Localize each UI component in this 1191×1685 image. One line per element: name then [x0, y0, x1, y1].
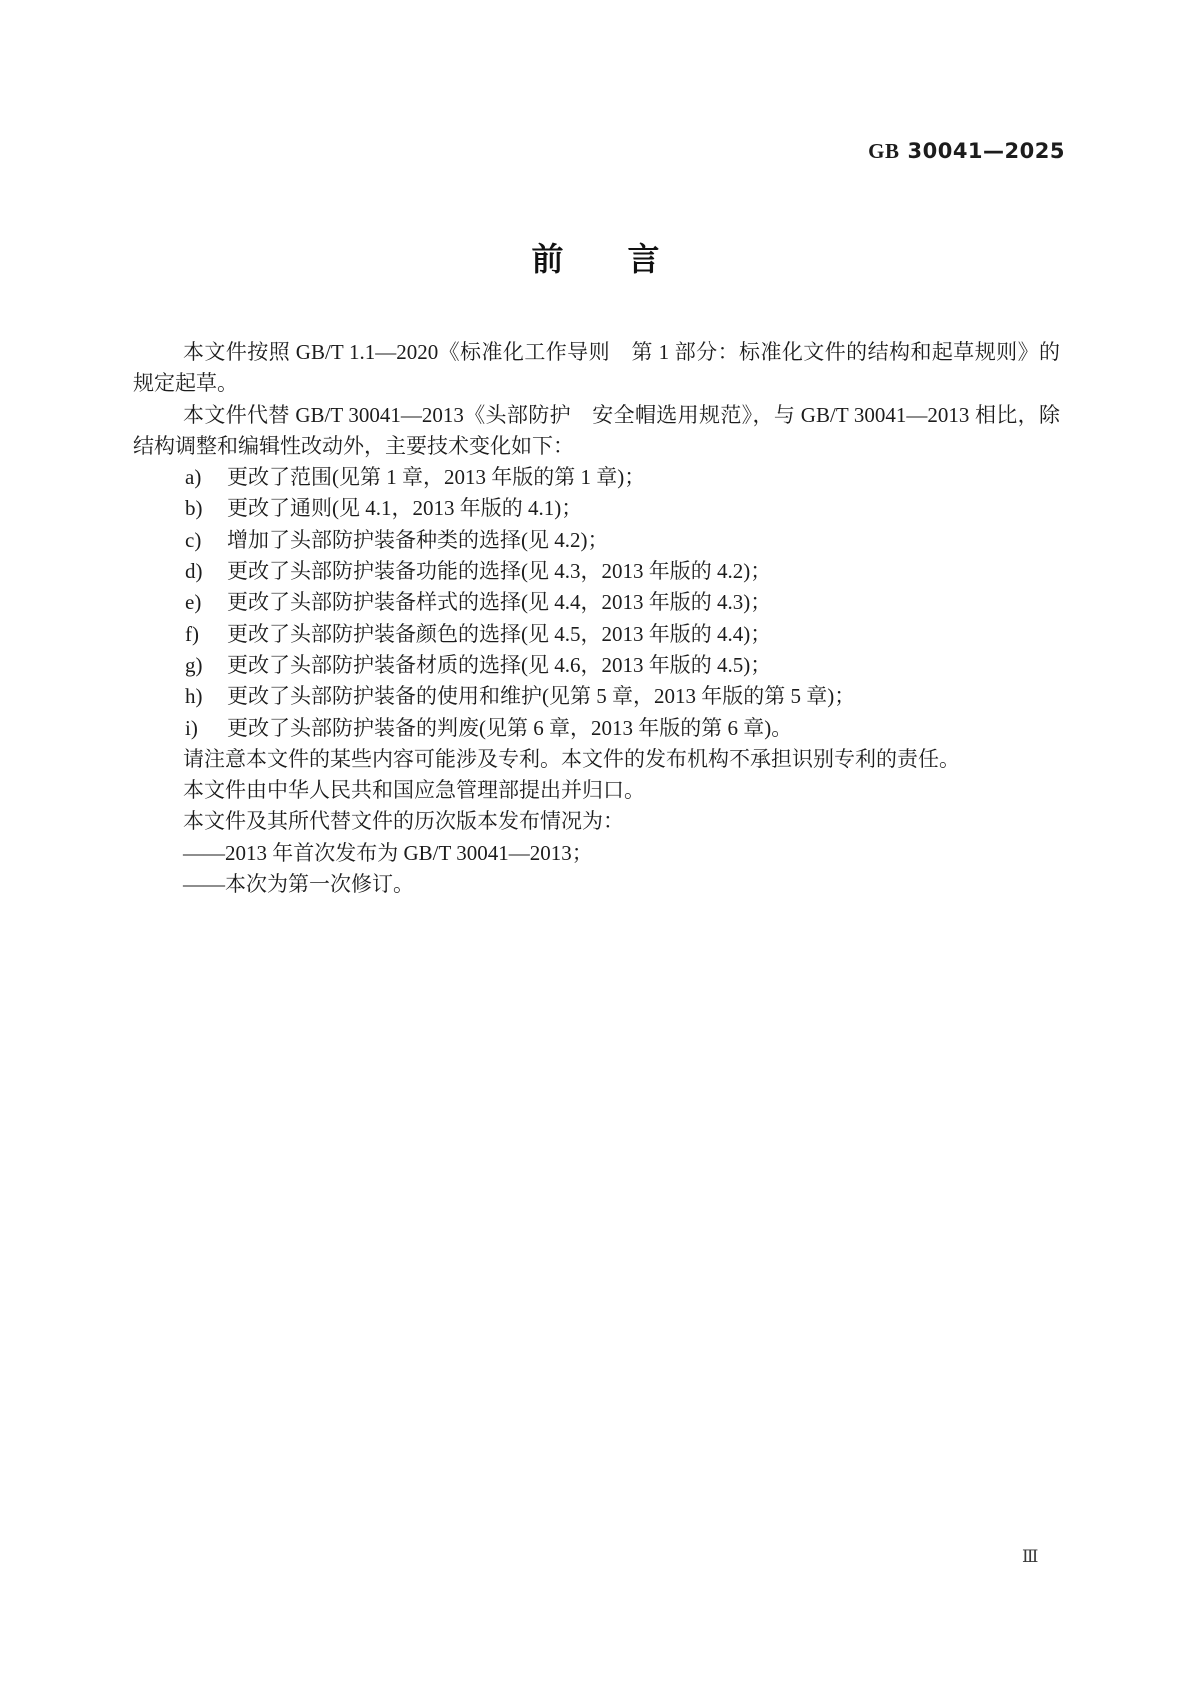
change-list-item: [133, 681, 1060, 712]
foreword-body: [133, 337, 1060, 900]
standard-code-prefix: GB: [868, 139, 900, 163]
list-item-text: 更改了头部防护装备的判废(见第 6 章，2013 年版的第 6 章)。: [227, 715, 793, 740]
list-item-text: 更改了头部防护装备功能的选择(见 4.3，2013 年版的 4.2)；: [227, 559, 772, 584]
list-item-text: 增加了头部防护装备种类的选择(见 4.2)；: [227, 527, 609, 552]
list-item-text: 更改了范围(见第 1 章，2013 年版的第 1 章)；: [227, 465, 646, 490]
paragraph-drafting: 本文件按照 GB/T 1.1—2020《标准化工作导则 第 1 部分：标准化文件的结构和起草规则》的规定起草。: [133, 340, 1060, 396]
list-marker: f): [185, 621, 199, 646]
standard-code-number: 30041—2025: [907, 139, 1065, 163]
list-item-text: 更改了头部防护装备样式的选择(见 4.4，2013 年版的 4.3)；: [227, 590, 772, 615]
change-list-item: [133, 462, 1060, 493]
change-list-item: [133, 619, 1060, 650]
list-item-text: 更改了通则(见 4.1，2013 年版的 4.1)；: [227, 496, 583, 521]
change-list-item: [133, 587, 1060, 618]
paragraph-history-intro: 本文件及其所代替文件的历次版本发布情况为：: [183, 809, 624, 834]
change-list-item: [133, 493, 1060, 524]
list-marker: h): [185, 684, 203, 709]
paragraph-issuer: 本文件由中华人民共和国应急管理部提出并归口。: [183, 778, 645, 803]
list-marker: b): [185, 496, 203, 521]
history-entry: ——本次为第一次修订。: [183, 872, 414, 897]
list-marker: e): [185, 590, 202, 615]
standard-code: [868, 138, 1065, 164]
history-entry: ——2013 年首次发布为 GB/T 30041—2013；: [183, 840, 593, 865]
list-marker: a): [185, 465, 202, 490]
list-marker: g): [185, 652, 203, 677]
paragraph-patent-notice: 请注意本文件的某些内容可能涉及专利。本文件的发布机构不承担识别专利的责任。: [183, 746, 960, 771]
paragraph-replacement: 本文件代替 GB/T 30041—2013《头部防护 安全帽选用规范》，与 GB/T 30041—2013 相比，除结构调整和编辑性改动外，主要技术变化如下：: [133, 402, 1060, 458]
change-list-item: [133, 525, 1060, 556]
list-item-text: 更改了头部防护装备颜色的选择(见 4.5，2013 年版的 4.4)；: [227, 621, 772, 646]
page-number: Ⅲ: [1022, 1547, 1039, 1566]
change-list-item: [133, 713, 1060, 744]
list-marker: i): [185, 715, 198, 740]
list-item-text: 更改了头部防护装备的使用和维护(见第 5 章，2013 年版的第 5 章)；: [227, 684, 856, 709]
change-list-item: [133, 556, 1060, 587]
list-marker: c): [185, 527, 202, 552]
page-title: 前 言: [531, 241, 660, 277]
change-list-item: [133, 650, 1060, 681]
list-item-text: 更改了头部防护装备材质的选择(见 4.6，2013 年版的 4.5)；: [227, 652, 772, 677]
list-marker: d): [185, 559, 203, 584]
